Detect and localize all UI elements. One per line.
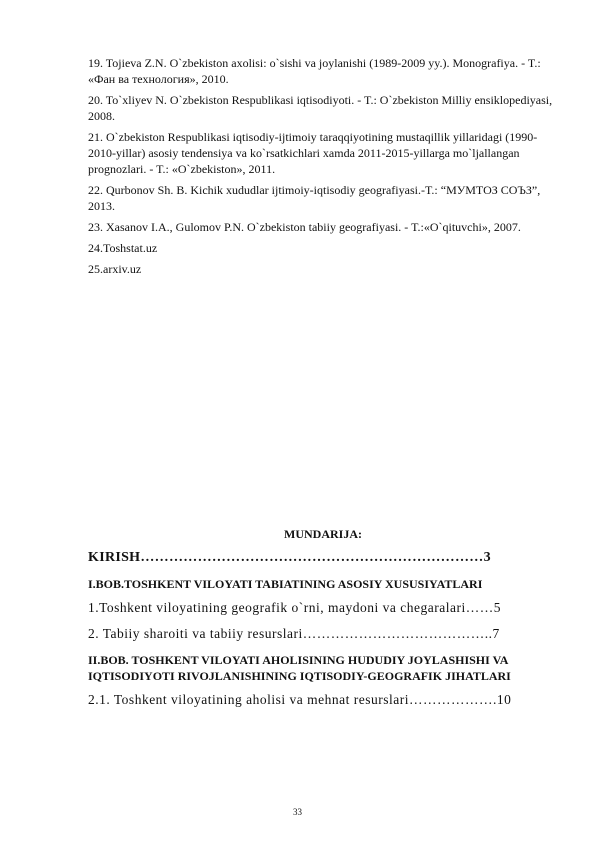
references-list [88,55,558,277]
reference-21: 21. O`zbekiston Respublikasi iqtisodiy-ijtimoiy taraqqiyotining mustaqillik yillaridagi (1990-2010-yillar) asosiy tendensiya va ko`rsatkichlari xamda 2011-2015-yillarga mo`ljallangan prognozlari. - T.: «O`zbekiston», 2011. [88,130,538,176]
page-number: 33 [293,807,302,817]
reference-25: 25.arxiv.uz [88,262,142,276]
reference-22: 22. Qurbonov Sh. B. Kichik xududlar ijtimoiy-iqtisodiy geografiyasi.-T.: “МУМТОЗ СОЪЗ”, 2013. [88,183,541,213]
reference-19: 19. Tojieva Z.N. O`zbekiston axolisi: o`sishi va joylanishi (1989-2009 yy.). Monografiya. - T.: «Фан ва технология», 2010. [88,56,541,86]
reference-20: 20. To`xliyev N. O`zbekiston Respublikasi iqtisodiyoti. - T.: O`zbekiston Milliy ensiklopediyasi, 2008. [88,93,553,123]
toc-chapter-2: II.BOB. TOSHKENT VILOYATI AHOLISINING HUDUDIY JOYLASHISHI VA IQTISODIYOTI RIVOJLANISHINING IQTISODIY-GEOGRAFIK JIHATLARI [88,653,511,683]
toc-entry-1: 1.Toshkent viloyatining geografik o`rni, maydoni va chegaralari……5 [88,600,501,615]
reference-23: 23. Xasanov I.A., Gulomov P.N. O`zbekiston tabiiy geografiyasi. - T.:«O`qituvchi», 2007. [88,220,521,234]
toc-chapter-1: I.BOB.TOSHKENT VILOYATI TABIATINING ASOSIY XUSUSIYATLARI [88,577,483,591]
reference-24: 24.Toshstat.uz [88,241,158,255]
table-of-contents [88,527,558,718]
toc-title: MUNDARIJA: [284,527,362,541]
toc-entry-2-1: 2.1. Toshkent viloyatining aholisi va mehnat resurslari……………….10 [88,692,512,707]
toc-entry-kirish: KIRISH………………………………………………………………3 [88,550,491,565]
toc-entry-2: 2. Tabiiy sharoiti va tabiiy resurslari…………………………………..7 [88,626,500,641]
